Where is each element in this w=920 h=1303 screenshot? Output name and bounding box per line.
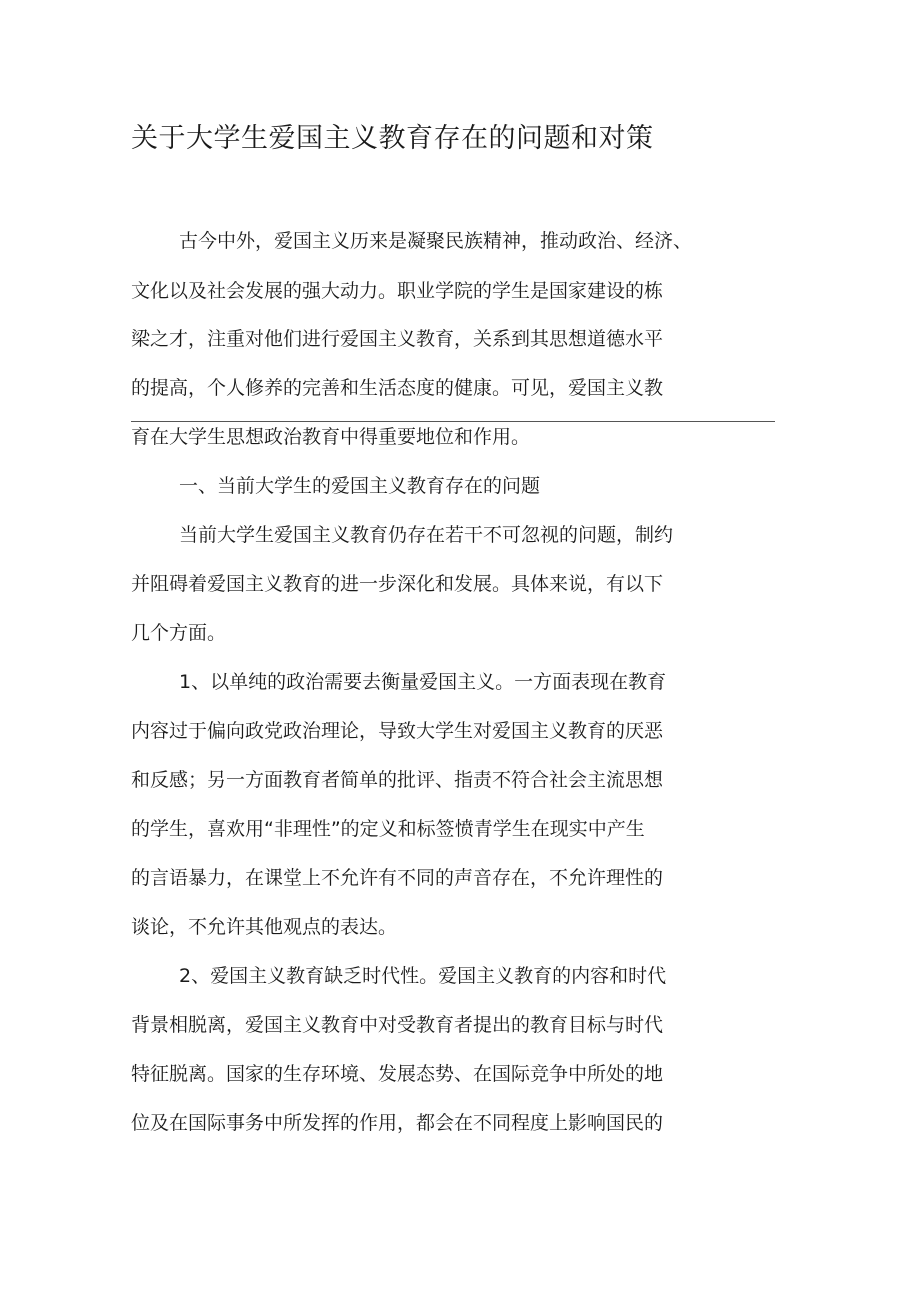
horizontal-rule — [131, 421, 775, 422]
paragraph-line: 文化以及社会发展的强大动力。职业学院的学生是国家建设的栋 — [131, 280, 664, 302]
document-title: 关于大学生爱国主义教育存在的问题和对策 — [131, 123, 654, 154]
section-heading: 一、当前大学生的爱国主义教育存在的问题 — [179, 475, 541, 497]
paragraph-line: 并阻碍着爱国主义教育的进一步深化和发展。具体来说，有以下 — [131, 573, 664, 595]
paragraph-line: 背景相脱离，爱国主义教育中对受教育者提出的教育目标与时代 — [131, 1014, 664, 1036]
paragraph-line: 谈论，不允许其他观点的表达。 — [131, 916, 398, 938]
paragraph-line: 的提高，个人修养的完善和生活态度的健康。可见，爱国主义教 — [131, 377, 664, 399]
paragraph-line: 2、爱国主义教育缺乏时代性。爱国主义教育的内容和时代 — [179, 965, 667, 987]
paragraph-line: 当前大学生爱国主义教育仍存在若干不可忽视的问题，制约 — [179, 524, 674, 546]
paragraph-line: 特征脱离。国家的生存环境、发展态势、在国际竞争中所处的地 — [131, 1063, 664, 1085]
paragraph-line: 1、以单纯的政治需要去衡量爱国主义。一方面表现在教育 — [179, 671, 667, 693]
paragraph-line: 几个方面。 — [131, 622, 227, 644]
paragraph-line: 内容过于偏向政党政治理论，导致大学生对爱国主义教育的厌恶 — [131, 720, 664, 742]
paragraph-line: 的学生，喜欢用“非理性”的定义和标签愤青学生在现实中产生 — [131, 818, 645, 840]
paragraph-line: 育在大学生思想政治教育中得重要地位和作用。 — [131, 426, 531, 448]
paragraph-line: 梁之才，注重对他们进行爱国主义教育，关系到其思想道德水平 — [131, 328, 664, 350]
paragraph-line: 的言语暴力，在课堂上不允许有不同的声音存在，不允许理性的 — [131, 867, 664, 889]
paragraph-line: 古今中外，爱国主义历来是凝聚民族精神，推动政治、经济、 — [179, 230, 693, 252]
paragraph-line: 位及在国际事务中所发挥的作用，都会在不同程度上影响国民的 — [131, 1112, 664, 1134]
paragraph-line: 和反感；另一方面教育者简单的批评、指责不符合社会主流思想 — [131, 769, 664, 791]
